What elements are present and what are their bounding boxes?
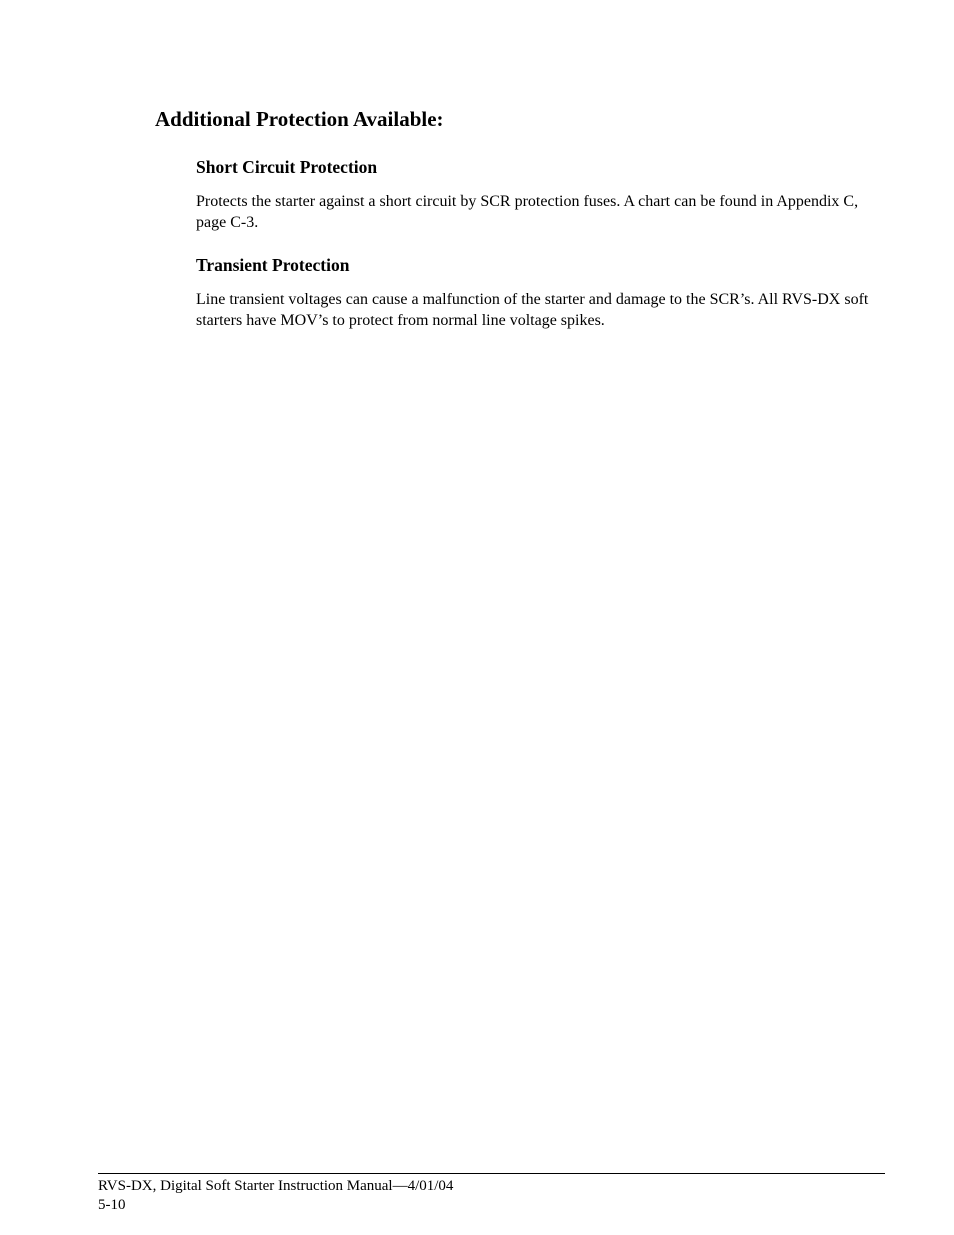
footer-page-number: 5-10 (98, 1197, 126, 1213)
page-heading: Additional Protection Available: (155, 107, 444, 131)
section-short-circuit-protection (196, 156, 886, 233)
section-transient-protection (196, 254, 886, 331)
section-paragraph: Protects the starter against a short circuit by SCR protection fuses. A chart can be found in Appendix C, page C-3. (196, 193, 859, 231)
footer-divider (98, 1173, 885, 1174)
section-heading: Short Circuit Protection (196, 157, 378, 177)
section-heading: Transient Protection (196, 255, 350, 275)
section-paragraph: Line transient voltages can cause a malfunction of the starter and damage to the SCR’s. All RVS-DX soft starters have MOV’s to protect from normal line voltage spikes. (196, 291, 869, 329)
footer-document-title: RVS-DX, Digital Soft Starter Instruction Manual—4/01/04 (98, 1178, 454, 1194)
